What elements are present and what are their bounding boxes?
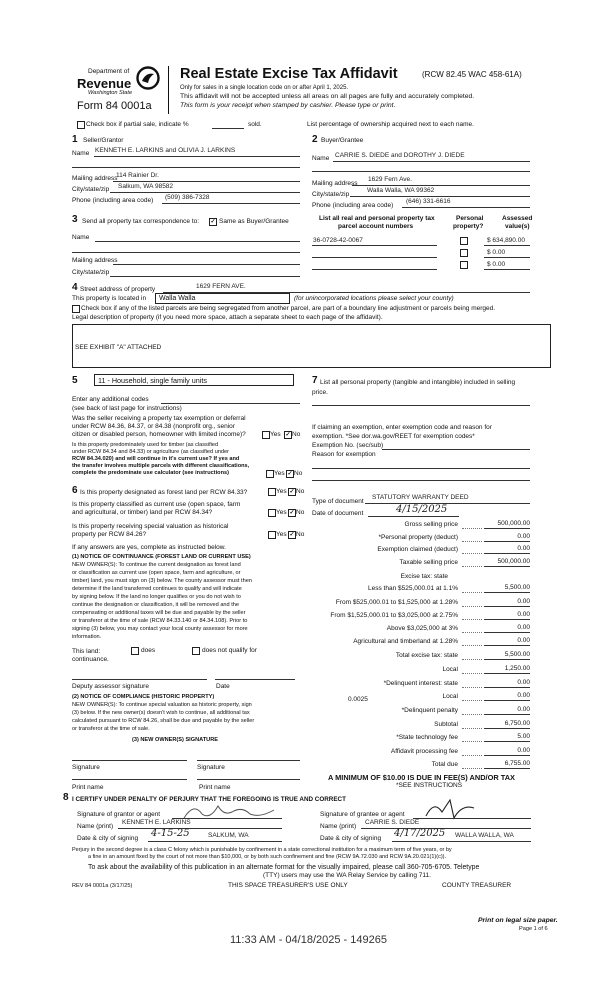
- ownership-note: List percentage of ownership acquired next to each name.: [307, 121, 474, 128]
- section3-mail-field[interactable]: [113, 264, 300, 265]
- rev-label: REV 84 0001a (3/17/25): [72, 883, 133, 889]
- parcel-head-1: List all real and personal property tax: [319, 215, 435, 222]
- see-back: (see back of last page for instructions): [72, 405, 182, 412]
- form-number: Form 84 0001a: [77, 100, 152, 112]
- minimum-due-note: A MINIMUM OF $10.00 IS DUE IN FEE(S) AND/OR TAX: [328, 773, 515, 782]
- tax-row-value[interactable]: 5.00: [517, 733, 530, 740]
- tax-row-underline: [484, 755, 530, 756]
- notice1-line-1: NEW OWNER(S): To continue the current designation as forest land: [72, 562, 241, 568]
- tax-row-label: Excise tax: state: [400, 573, 448, 580]
- see-instructions: *SEE INSTRUCTIONS: [396, 782, 463, 789]
- section6-num: 6: [72, 485, 78, 496]
- q2-line-3: RCW 84.34.020) and will continue in it's current use? If yes and: [72, 456, 240, 462]
- buyer-name-line-2: [312, 171, 530, 172]
- tax-row-label: Gross selling price: [404, 521, 458, 528]
- s6-q1: Is this property designated as forest land per RCW 84.33?: [80, 489, 248, 496]
- doc-date-field[interactable]: 4/15/2025: [396, 504, 448, 515]
- does-checkbox[interactable]: [131, 647, 139, 655]
- ask-line-2: (TTY) users may use the WA Relay Service by calling 711.: [263, 872, 431, 879]
- buyer-mail-field[interactable]: 1629 Fern Ave.: [368, 176, 412, 183]
- header-sub-1: Only for sales in a single location code on or after April 1, 2025.: [180, 85, 349, 91]
- parcel-number-3[interactable]: [312, 269, 437, 270]
- assessed-line-2: [484, 257, 530, 258]
- partial-sale-label: Check box if partial sale, indicate %: [86, 121, 189, 128]
- signature-label-1: Signature: [72, 764, 100, 771]
- notice2-line-4: or transferor at the time of sale.: [72, 726, 150, 732]
- notice1-line-7: compensating or additional taxes will be due and payable by the seller: [72, 610, 246, 616]
- q2-yes: Yes: [274, 470, 285, 477]
- seller-phone-field[interactable]: (509) 386-7328: [165, 194, 210, 201]
- reason-field[interactable]: [312, 468, 530, 469]
- parcel-number-2[interactable]: [312, 257, 437, 258]
- s7-label-1: List all personal property (tangible and intangible) included in selling: [320, 379, 516, 386]
- q2-no-checkbox[interactable]: ✓: [287, 471, 293, 477]
- seller-mail-label: Mailing address: [72, 175, 118, 182]
- q2-line-5: complete the predominate use calculator (see instructions): [72, 470, 229, 476]
- section3-name-line-2: [72, 252, 300, 253]
- tax-row-label: *Delinquent penalty: [401, 707, 458, 714]
- tax-row-label: Total due: [431, 761, 458, 768]
- tax-row-value[interactable]: 0.00: [517, 611, 530, 618]
- s6-q1-no: No: [296, 488, 305, 495]
- notice2-line-3: calculated pursuant to RCW 84.26, shall be due and payable by the seller: [72, 718, 255, 724]
- same-as-buyer-checkbox[interactable]: ✓: [210, 219, 216, 225]
- section3-city-label: City/state/zip: [72, 269, 110, 276]
- owner-signature-field-2[interactable]: [197, 760, 300, 761]
- exempt-line-1: If claiming an exemption, enter exemption code and reason for: [312, 424, 492, 431]
- tax-row-value[interactable]: 6,750.00: [504, 720, 530, 727]
- section3-name-label: Name: [72, 234, 90, 241]
- tax-row-underline: [484, 687, 530, 688]
- grantee-name-label: Name (print): [320, 823, 357, 830]
- tax-row-underline: [484, 592, 530, 593]
- doc-type-line: [365, 503, 530, 504]
- seller-name-line-2: [72, 167, 300, 168]
- personal-checkbox-1[interactable]: [460, 237, 468, 245]
- tax-row-label: From $1,525,000.01 to $3,025,000 at 2.75%: [330, 612, 458, 619]
- tax-row-leader: [462, 673, 482, 674]
- tax-row-value[interactable]: 500,000.00: [497, 520, 530, 527]
- buyer-phone-line: [402, 207, 530, 208]
- tax-row-leader: [462, 687, 482, 688]
- street-label: Street address of property: [80, 286, 156, 293]
- s6-q1-no-checkbox[interactable]: ✓: [289, 489, 295, 495]
- dept-line-1: Department of: [88, 68, 130, 75]
- does-not-checkbox[interactable]: [192, 647, 200, 655]
- tax-row-label: Affidavit processing fee: [390, 748, 458, 755]
- notice1-line-8: or transferor at the time of sale (RCW 84.33.140 or 84.34.108). Prior to: [72, 618, 248, 624]
- seller-phone-label: Phone (including area code): [72, 197, 154, 204]
- parcel-number-1[interactable]: 36-0728-42-0067: [313, 237, 363, 244]
- segregated-checkbox[interactable]: [72, 305, 80, 313]
- dept-line-3: Washington State: [88, 90, 133, 96]
- doc-type-label: Type of document: [312, 498, 364, 505]
- dor-logo-icon: [136, 66, 160, 90]
- tax-row-label: Total excise tax: state: [395, 652, 458, 659]
- q2-line-1: Is this property predominately used for timber (as classified: [72, 442, 219, 448]
- grantor-date-line: [148, 841, 282, 842]
- tax-row-label: *State technology fee: [396, 734, 458, 741]
- tax-row-leader: [462, 632, 482, 633]
- county-treasurer: COUNTY TREASURER: [442, 882, 512, 889]
- seller-phone-line: [162, 203, 300, 204]
- notice1-line-10: information.: [72, 634, 102, 640]
- location-value: Walla Walla: [159, 295, 196, 302]
- deputy-signature-field[interactable]: [72, 679, 207, 680]
- notice3-title: (3) NEW OWNER(S) SIGNATURE: [132, 737, 218, 743]
- tax-row-label: *Delinquent interest: state: [383, 680, 458, 687]
- perjury-line-2: a fine in an amount fixed by the court of not more than $10,000, or by both such confinement and fine (RCW 9A.72.030 and RCW 9A.20.021(1)(c)).: [88, 854, 447, 860]
- tax-row-leader: [462, 645, 482, 646]
- if-yes-note: If any answers are yes, complete as instructed below.: [72, 544, 226, 551]
- sig-grantee-label: Signature of grantee or agent: [320, 811, 405, 818]
- tax-row-value[interactable]: 5,500.00: [504, 584, 530, 591]
- tax-row-leader: [462, 768, 482, 769]
- does-not-label: does not qualify for: [202, 647, 257, 654]
- tax-row-value[interactable]: 0.00: [517, 747, 530, 754]
- page-number: Page 1 of 6: [519, 926, 548, 932]
- tax-row-leader: [462, 700, 482, 701]
- personal-property-field[interactable]: [312, 405, 530, 406]
- legal-description-text: SEE EXHIBIT "A" ATTACHED: [75, 344, 162, 351]
- q1-no-checkbox[interactable]: ✓: [285, 432, 291, 438]
- tax-row-label: *Personal property (deduct): [378, 534, 458, 541]
- grantor-name-line: [118, 828, 282, 829]
- s6-q2-no-checkbox[interactable]: ✓: [289, 510, 295, 516]
- q2-line-2: under RCW 84.34 and 84.33) or agriculture (as classified under: [72, 449, 230, 455]
- this-land-label: This land:: [72, 648, 101, 655]
- s6-q3-yes-checkbox[interactable]: [268, 531, 276, 539]
- certify-text: I CERTIFY UNDER PENALTY OF PERJURY THAT THE FOREGOING IS TRUE AND CORRECT: [72, 796, 346, 803]
- legal-description-field[interactable]: [72, 324, 551, 368]
- notice1-line-3: timber) land, you must sign on (3) below. The county assessor must then: [72, 578, 252, 584]
- doc-date-line: [368, 516, 459, 517]
- use-code-select[interactable]: [94, 374, 294, 386]
- tax-row-leader: [462, 606, 482, 607]
- q1-yes: Yes: [270, 431, 281, 438]
- located-label: This property is located in: [72, 295, 147, 302]
- street-field[interactable]: 1629 FERN AVE.: [196, 283, 246, 290]
- seller-name-line: [94, 156, 300, 157]
- q1-no: No: [292, 431, 301, 438]
- buyer-name-line: [333, 161, 530, 162]
- partial-sale-checkbox[interactable]: [77, 121, 85, 129]
- grantee-date-line: [392, 841, 531, 842]
- buyer-city-label: City/state/zip: [312, 191, 350, 198]
- q1-yes-checkbox[interactable]: [262, 431, 270, 439]
- ask-line-1: To ask about the availability of this publication in an alternate format for the visually impaired, please call 360-705-6705. Teletype: [88, 864, 480, 871]
- tax-row-value[interactable]: 0.00: [517, 679, 530, 686]
- buyer-mail-line: [352, 185, 530, 186]
- parcel-line-1: [312, 245, 437, 246]
- legal-label: Legal description of property (if you need more space, attach a separate sheet to each page of the affidavit).: [72, 314, 383, 321]
- tax-row-underline: [484, 728, 530, 729]
- tax-row-underline: [484, 768, 530, 769]
- section2-title: Buyer/Grantee: [321, 137, 364, 144]
- section5-num: 5: [72, 375, 78, 386]
- assessed-line-3: [484, 269, 530, 270]
- doc-date-label: Date of document: [312, 510, 364, 517]
- section7-num: 7: [312, 375, 318, 386]
- buyer-phone-field[interactable]: (646) 331-6616: [406, 198, 451, 205]
- tax-row-value[interactable]: 1,250.00: [504, 665, 530, 672]
- assessed-head-2: value(s): [505, 223, 530, 230]
- s7-label-2: price.: [312, 389, 328, 396]
- tax-row-underline: [484, 528, 530, 529]
- use-code-value: 11 - Household, single family units: [98, 376, 207, 385]
- grantor-date-field[interactable]: 4-15-25: [151, 828, 190, 839]
- same-as-buyer-label: Same as Buyer/Grantee: [219, 218, 289, 225]
- notice2-title: (2) NOTICE OF COMPLIANCE (HISTORIC PROPERTY): [72, 694, 215, 700]
- tax-row-underline: [484, 606, 530, 607]
- tax-row-underline: [484, 619, 530, 620]
- exempt-no-field[interactable]: [382, 449, 530, 450]
- tax-row-leader: [462, 541, 482, 542]
- tax-row-leader: [462, 755, 482, 756]
- tax-row-label: Local: [442, 693, 458, 700]
- perjury-line-1: Perjury in the second degree is a class C felony which is punishable by confinement in a state correctional institution for a maximum term of five years, or by: [72, 847, 452, 853]
- assessed-head-1: Assessed: [502, 215, 533, 222]
- print-name-label-2: Print name: [199, 784, 231, 791]
- q2-yes-checkbox[interactable]: [266, 470, 274, 478]
- notice2-line-1: NEW OWNER(S): To continue special valuation as historic property, sign: [72, 702, 252, 708]
- s6-q3-yes: Yes: [276, 531, 287, 538]
- notice1-line-6: continue the designation or classification, it will be removed and the: [72, 602, 239, 608]
- buyer-mail-label: Mailing address: [312, 180, 358, 187]
- tax-row-underline: [484, 741, 530, 742]
- segregated-label: Check box if any of the listed parcels are being segregated from another parcel, are part of a boundary line adjustment or parcels being merged.: [81, 305, 496, 312]
- sig-grantor-label: Signature of grantor or agent: [77, 811, 161, 818]
- tax-row-label: Less than $525,000.01 at 1.1%: [368, 585, 458, 592]
- grantee-date-label: Date & city of signing: [320, 835, 382, 842]
- parcel-head-2: parcel account numbers: [338, 223, 414, 230]
- tax-row-underline: [484, 566, 530, 567]
- notice1-line-2: or classification as current use (open space, farm and agriculture, or: [72, 570, 241, 576]
- assessed-value-2[interactable]: $ 0.00: [487, 249, 506, 256]
- tax-row-label: Exemption claimed (deduct): [377, 546, 458, 553]
- tax-row-label: Local: [442, 666, 458, 673]
- tax-row-value[interactable]: 5,500.00: [504, 651, 530, 658]
- tax-row-underline: [484, 645, 530, 646]
- header-divider: [168, 66, 169, 114]
- s6-q3-no: No: [296, 531, 305, 538]
- q1-line-2: under RCW 84.36, 84.37, or 84.38 (nonprofit org., senior: [72, 423, 235, 430]
- tax-row-leader: [462, 714, 482, 715]
- exempt-line-2: exemption. *See dor.wa.gov/REET for exemption codes*: [312, 433, 475, 440]
- section4-num: 4: [72, 282, 78, 293]
- tax-row-value[interactable]: 6,755.00: [504, 760, 530, 767]
- grantee-name-line: [361, 828, 531, 829]
- header-sub-2: This affidavit will not be accepted unless all areas on all pages are fully and accurately completed.: [180, 93, 475, 100]
- print-name-label-1: Print name: [72, 784, 104, 791]
- grantee-name-field[interactable]: CARRIE S. DIEDE: [365, 819, 420, 826]
- section3-name-field[interactable]: [95, 241, 300, 242]
- tax-row-leader: [462, 592, 482, 593]
- buyer-city-line: [350, 196, 530, 197]
- grantor-name-label: Name (print): [77, 823, 114, 830]
- seller-city-label: City/state/zip: [72, 186, 110, 193]
- tax-row-value[interactable]: 0.00: [517, 533, 530, 540]
- tax-row-value[interactable]: 0.00: [517, 692, 530, 699]
- partial-pct-field[interactable]: [212, 128, 244, 129]
- tax-row-underline: [484, 553, 530, 554]
- grantee-signature-icon: [420, 796, 480, 822]
- seller-name-label: Name: [72, 150, 90, 157]
- s6-q2-no: No: [296, 509, 305, 516]
- exempt-no-label: Exemption No. (sec/sub): [312, 442, 384, 449]
- continuance-label: continuance.: [72, 656, 109, 663]
- q1-line-3: citizen or disabled person, homeowner with limited income)?: [72, 431, 246, 438]
- s6-q3-no-checkbox[interactable]: ✓: [289, 532, 295, 538]
- tax-row-underline: [484, 541, 530, 542]
- q1-line-1: Was the seller receiving a property tax exemption or deferral: [72, 415, 246, 422]
- seller-name-field[interactable]: KENNETH E. LARKINS and OLIVIA J. LARKINS: [95, 147, 236, 154]
- section3-num: 3: [72, 214, 78, 225]
- tax-row-leader: [462, 528, 482, 529]
- grantee-date-field[interactable]: 4/17/2025: [394, 828, 446, 839]
- local-rate: 0.0025: [348, 696, 368, 703]
- reason-field-2[interactable]: [312, 480, 530, 481]
- tax-row-value[interactable]: 0.00: [517, 545, 530, 552]
- tax-row-underline: [484, 700, 530, 701]
- s6-q1-yes-checkbox[interactable]: [268, 488, 276, 496]
- seller-city-field[interactable]: Salkum, WA 98582: [118, 183, 174, 190]
- assessed-value-1[interactable]: $ 634,890.00: [487, 237, 525, 244]
- section1-title: Seller/Grantor: [83, 137, 124, 144]
- seller-mail-field[interactable]: 114 Rainier Dr.: [116, 172, 159, 179]
- tax-row-value[interactable]: 0.00: [517, 637, 530, 644]
- grantor-signature-icon: [180, 800, 280, 822]
- tax-row-leader: [462, 553, 482, 554]
- seller-mail-line: [113, 181, 300, 182]
- grantor-date-label: Date & city of signing: [77, 835, 139, 842]
- s6-q2-yes: Yes: [276, 509, 287, 516]
- notice2-line-2: (3) below. If the new owner(s) doesn't wish to continue, all additional tax: [72, 710, 250, 716]
- reason-label: Reason for exemption: [312, 451, 376, 458]
- tax-row-label: Agricultural and timberland at 1.28%: [353, 638, 458, 645]
- tax-row-label: Above $3,025,000 at 3%: [386, 625, 458, 632]
- tax-row-value[interactable]: 500,000.00: [497, 558, 530, 565]
- tax-row-leader: [462, 741, 482, 742]
- section3-mail-label: Mailing address: [72, 257, 118, 264]
- s6-q2-yes-checkbox[interactable]: [268, 509, 276, 517]
- additional-codes-field[interactable]: [161, 403, 300, 404]
- s6-q2-line-1: Is this property classified as current use (open space, farm: [72, 501, 241, 508]
- tax-row-label: Subtotal: [434, 721, 458, 728]
- section1-num: 1: [72, 134, 78, 145]
- tax-row-leader: [462, 619, 482, 620]
- personal-head-2: property?: [453, 223, 484, 230]
- section8-num: 8: [63, 792, 69, 803]
- buyer-city-field[interactable]: Walla Walla, WA 99362: [367, 187, 435, 194]
- deputy-label: Deputy assessor signature: [72, 683, 149, 690]
- dept-logo-text: Revenue: [77, 76, 132, 91]
- s6-q3-line-1: Is this property receiving special valuation as historical: [72, 523, 229, 530]
- buyer-name-field[interactable]: CARRIE S. DIEDE and DOROTHY J. DIEDE: [335, 152, 465, 159]
- assessed-line-1: [484, 245, 530, 246]
- tax-row-underline: [484, 632, 530, 633]
- buyer-name-label: Name: [312, 155, 330, 162]
- tax-row-value[interactable]: 0.00: [517, 598, 530, 605]
- buyer-phone-label: Phone (including area code): [312, 202, 394, 209]
- notice1-line-4: determine if the land transferred continues to qualify and will indicate: [72, 586, 242, 592]
- tax-row-leader: [462, 728, 482, 729]
- q2-no: No: [294, 470, 303, 477]
- section3-city-field[interactable]: [110, 276, 300, 277]
- personal-checkbox-3[interactable]: [460, 261, 468, 269]
- notice1-title: (1) NOTICE OF CONTINUANCE (FOREST LAND OR CURRENT USE): [72, 554, 251, 560]
- tax-row-value[interactable]: 0.00: [517, 624, 530, 631]
- assessed-value-3[interactable]: $ 0.00: [487, 261, 506, 268]
- grantor-city-field[interactable]: SALKUM, WA: [208, 832, 249, 839]
- tax-row-value[interactable]: 0.00: [517, 706, 530, 713]
- tax-row-leader: [462, 566, 482, 567]
- deputy-date-label: Date: [216, 683, 230, 690]
- located-note: (for unincorporated locations please select your county): [294, 295, 454, 302]
- additional-codes-label: Enter any additional codes: [72, 396, 149, 403]
- tax-row-leader: [462, 659, 482, 660]
- tax-row-underline: [484, 659, 530, 660]
- grantor-name-field[interactable]: KENNETH E. LARKINS: [122, 819, 191, 826]
- doc-type-field[interactable]: STATUTORY WARRANTY DEED: [372, 494, 469, 501]
- form-rcw: (RCW 82.45 WAC 458-61A): [422, 70, 522, 79]
- personal-checkbox-2[interactable]: [460, 249, 468, 257]
- owner-signature-field-1[interactable]: [72, 760, 187, 761]
- personal-head-1: Personal: [456, 215, 484, 222]
- tax-row-underline: [484, 714, 530, 715]
- signature-label-2: Signature: [197, 764, 225, 771]
- deputy-date-field[interactable]: [215, 679, 295, 680]
- notice1-line-9: signing (3) below, you may contact your local county assessor for more: [72, 626, 248, 632]
- s6-q3-line-2: property per RCW 84.26?: [72, 531, 147, 538]
- s6-q2-line-2: and agricultural, or timber) land per RCW 84.34?: [72, 509, 213, 516]
- seller-city-line: [110, 192, 300, 193]
- notice1-line-5: by signing below. If the land no longer qualifies or you do not wish to: [72, 594, 241, 600]
- header-sub-3: This form is your receipt when stamped by cashier. Please type or print.: [180, 102, 396, 109]
- tax-row-label: From $525,000.01 to $1,525,000 at 1.28%: [335, 599, 458, 606]
- grantee-city-field[interactable]: WALLA WALLA, WA: [455, 832, 514, 839]
- owner-print-field-1[interactable]: [72, 779, 187, 780]
- section3-label: Send all property tax correspondence to:: [82, 218, 200, 225]
- timestamp-stamp: 11:33 AM - 04/18/2025 - 149265: [230, 934, 387, 946]
- section2-num: 2: [312, 134, 318, 145]
- tax-row-label: Taxable selling price: [399, 559, 458, 566]
- treasurer-use: THIS SPACE TREASURER'S USE ONLY: [228, 882, 348, 889]
- q2-line-4: the transfer involves multiple parcels with different classifications,: [72, 463, 250, 469]
- owner-print-field-2[interactable]: [197, 779, 300, 780]
- form-title: Real Estate Excise Tax Affidavit: [180, 66, 398, 82]
- does-label: does: [141, 647, 156, 654]
- tax-row-underline: [484, 673, 530, 674]
- location-select[interactable]: [155, 293, 290, 304]
- partial-sold-label: sold.: [248, 121, 262, 128]
- legal-paper-note: Print on legal size paper.: [478, 917, 558, 924]
- s6-q1-yes: Yes: [276, 488, 287, 495]
